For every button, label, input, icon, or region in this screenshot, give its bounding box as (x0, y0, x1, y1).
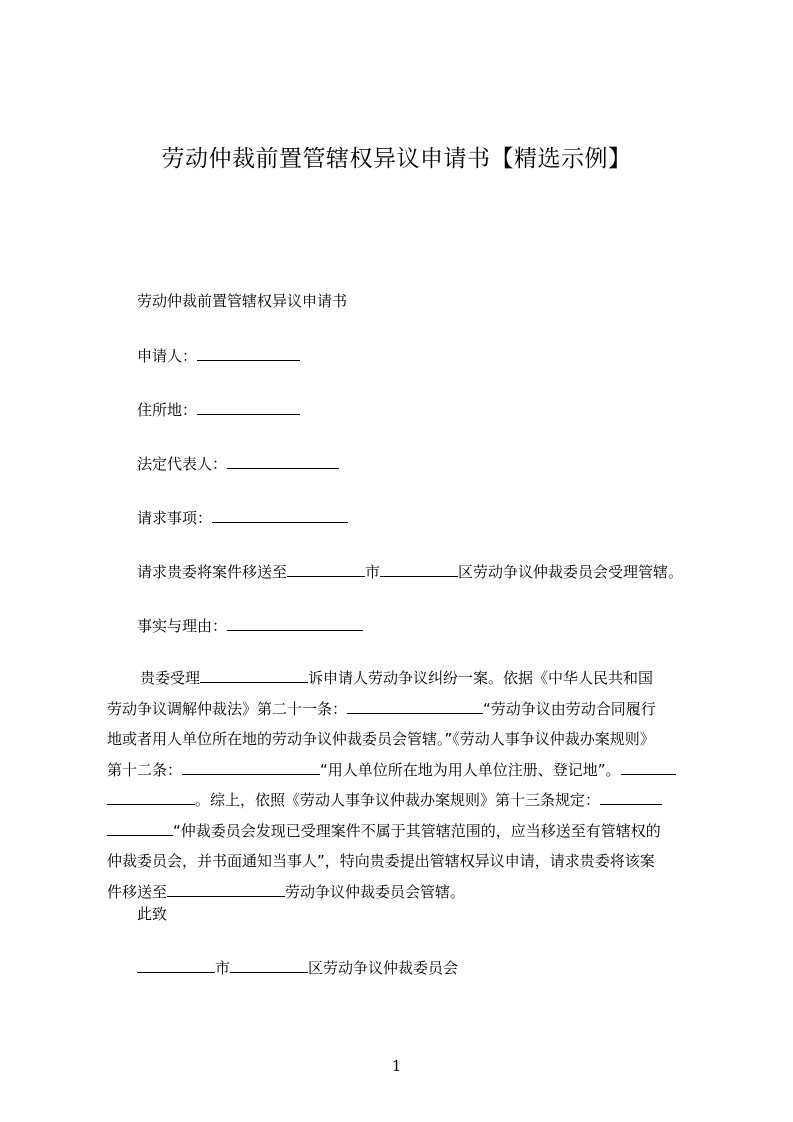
closing-city-blank[interactable] (137, 958, 215, 973)
applicant-label: 申请人： (137, 347, 198, 365)
salutation: 此致 (137, 905, 168, 923)
body-line-7 (107, 846, 703, 877)
facts-field (137, 615, 363, 636)
facts-blank[interactable] (227, 616, 363, 631)
district-suffix: 区劳动争议仲裁委员会受理管辖。 (458, 563, 684, 581)
subtitle: 劳动仲裁前置管辖权异议申请书 (137, 292, 348, 310)
body-text: 地或者用人单位所在地的劳动争议仲裁委员会管辖。”《劳动人事争议仲裁办案规则》 (107, 730, 655, 748)
facts-label: 事实与理由： (137, 617, 228, 635)
body-text: 件移送至 (107, 882, 168, 901)
respondent-blank[interactable] (200, 668, 308, 683)
body-line-2 (107, 694, 703, 725)
district-blank[interactable] (380, 562, 458, 577)
address-blank[interactable] (197, 400, 300, 415)
legal-rep-blank[interactable] (227, 454, 339, 469)
article12-extra-blank[interactable] (621, 760, 676, 775)
body-line-5 (107, 785, 703, 816)
request-label: 请求事项： (137, 509, 213, 527)
legal-rep-field (137, 453, 339, 474)
body-text: 诉申请人劳动争议纠纷一案。依据《中华人民共和国 (308, 669, 654, 687)
request-blank[interactable] (212, 508, 348, 523)
body-line-1 (107, 663, 703, 694)
body-text: 第十二条： (107, 760, 183, 779)
article12-blank[interactable] (182, 760, 320, 775)
body-line-4 (107, 755, 703, 786)
applicant-blank[interactable] (197, 346, 300, 361)
article13-blank[interactable] (600, 790, 662, 805)
applicant-field (137, 345, 300, 366)
address-label: 住所地： (137, 401, 198, 419)
transfer-to-blank[interactable] (167, 882, 285, 897)
page-number: 1 (391, 1057, 402, 1075)
body-line-3 (107, 724, 703, 755)
body-text: “仲裁委员会发现已受理案件不属于其管辖范围的，应当移送至有管辖权的 (173, 821, 661, 840)
continued-blank[interactable] (107, 790, 195, 805)
body-text: 。综上，依照《劳动人事争议仲裁办案规则》第十三条规定： (195, 791, 601, 809)
body-text: “劳动争议由劳动合同履行 (483, 699, 656, 718)
body-line-8 (107, 877, 703, 908)
body-text: “用人单位所在地为用人单位注册、登记地”。 (320, 760, 621, 779)
city-blank[interactable] (287, 562, 365, 577)
transfer-prefix: 请求贵委将案件移送至 (137, 563, 288, 581)
legal-rep-label: 法定代表人： (137, 455, 228, 473)
body-text: 仲裁委员会，并书面通知当事人”，特向贵委提出管辖权异议申请，请求贵委将该案 (107, 852, 655, 870)
request-field (137, 507, 348, 528)
transfer-request (137, 561, 683, 582)
body-line-6 (107, 816, 703, 847)
article13-continued-blank[interactable] (107, 821, 173, 836)
body-text: 劳动争议调解仲裁法》第二十一条： (107, 699, 348, 718)
document-title: 劳动仲裁前置管辖权异议申请书【精选示例】 (161, 146, 632, 172)
closing-district-blank[interactable] (230, 958, 308, 973)
article21-blank[interactable] (347, 699, 483, 714)
body-text: 劳动争议仲裁委员会管辖。 (285, 882, 466, 901)
closing-committee: 区劳动争议仲裁委员会 (308, 959, 459, 977)
recipient-line (137, 957, 458, 978)
address-field (137, 399, 300, 420)
city-suffix: 市 (365, 563, 381, 581)
body-paragraph (107, 663, 703, 907)
body-text: 贵委受理 (140, 669, 201, 687)
closing-city-suffix: 市 (215, 959, 231, 977)
